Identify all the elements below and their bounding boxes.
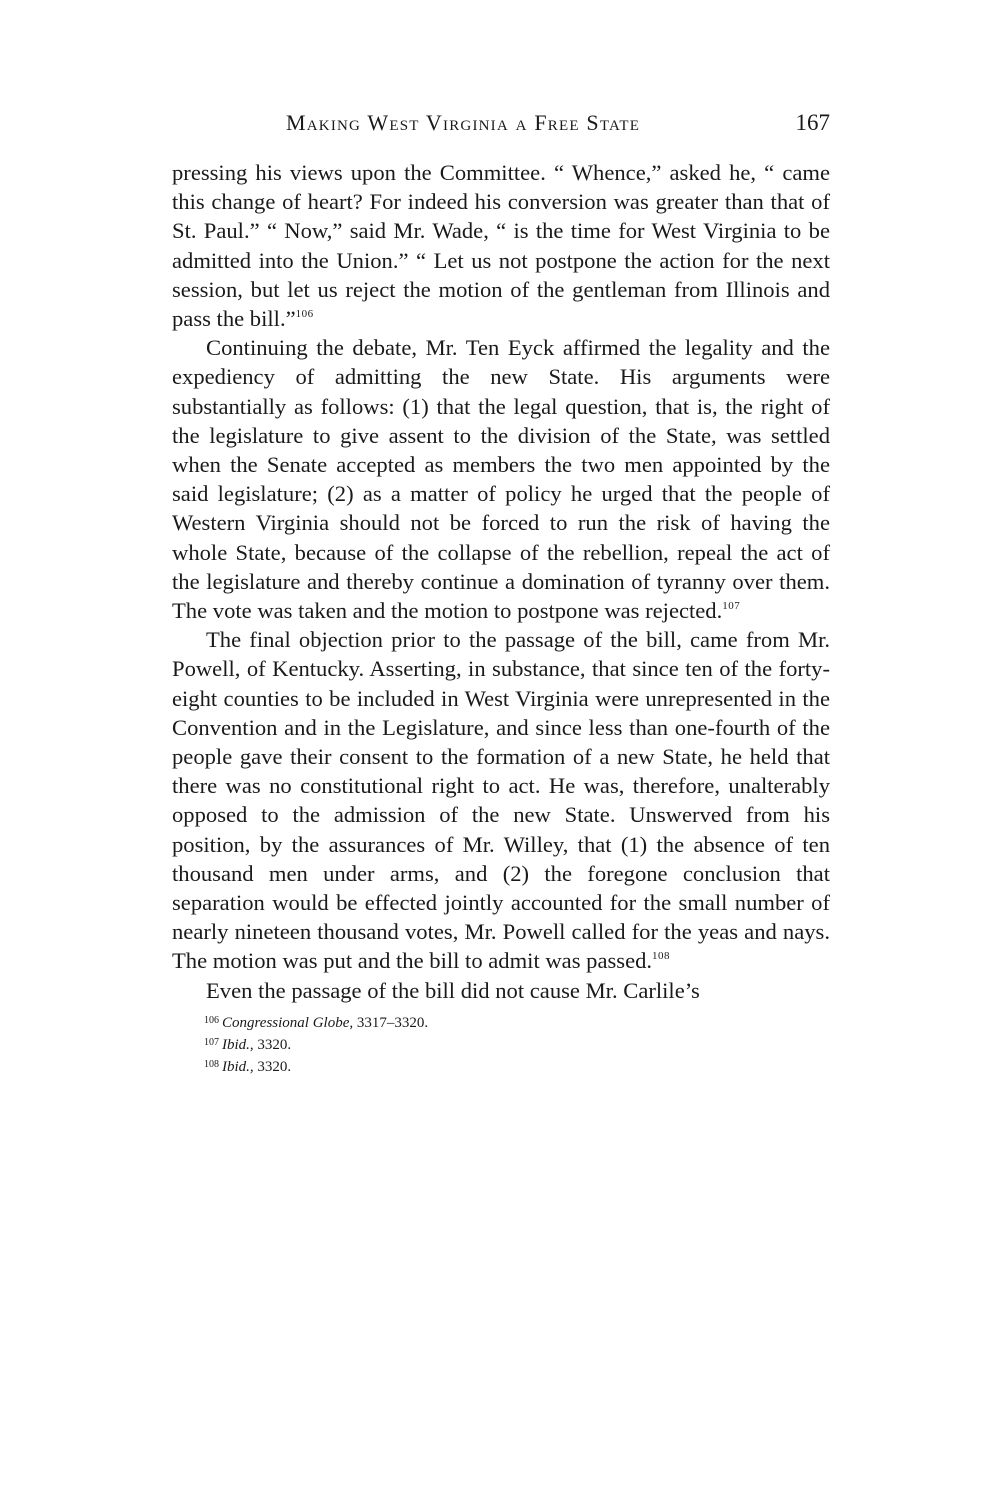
body-text — [172, 158, 830, 1005]
paragraph-4 — [172, 976, 830, 1005]
footnote-ref-107: 107 — [722, 600, 741, 613]
footnote-108 — [204, 1055, 830, 1077]
footnote-source: Ibid., — [222, 1058, 254, 1075]
footnote-source: Congressional Globe, — [222, 1014, 354, 1031]
paragraph-2-text: Continuing the debate, Mr. Ten Eyck affirmed the legality and the expediency of admitting the new State. His arguments were substantially as follows: (1) that the legal question, that is, the right of the legislature to give assent to the division of the State, was settled when the Senate accepted as members the two men appointed by the said legislature; (2) as a matter of policy he urged that the people of Western Virginia should not be forced to run the risk of having the whole State, because of the collapse of the rebellion, repeal the act of the legislature and thereby continue a domination of tyranny over them. The vote was taken and the motion to postpone was rejected. — [172, 335, 830, 624]
running-header — [172, 106, 830, 146]
paragraph-1 — [172, 158, 830, 333]
paragraph-4-text: Even the passage of the bill did not cause Mr. Carlile’s — [206, 977, 700, 1003]
footnote-107 — [204, 1033, 830, 1055]
footnote-source: Ibid., — [222, 1036, 254, 1053]
footnote-pages: 3317–3320. — [356, 1014, 429, 1031]
footnote-ref-108: 108 — [652, 950, 671, 963]
paragraph-2 — [172, 333, 830, 625]
page-number: 167 — [795, 110, 830, 135]
footnote-106 — [204, 1011, 830, 1033]
footnote-pages: 3320. — [257, 1036, 292, 1053]
book-page — [172, 106, 830, 1077]
footnote-pages: 3320. — [257, 1058, 292, 1075]
footnote-ref-106: 106 — [295, 308, 314, 321]
paragraph-3 — [172, 625, 830, 975]
footnote-number: 107 — [204, 1036, 219, 1048]
footnote-number: 106 — [204, 1014, 219, 1026]
footnotes — [172, 1011, 830, 1077]
paragraph-3-text: The final objection prior to the passage of the bill, came from Mr. Powell, of Kentucky. Asserting, in substance, that since ten of the forty-eight counties to be included in West Virginia were unrepresented in the Convention and in the Legislature, and since less than one-fourth of the people gave their consent to the formation of a new State, he held that there was no constitutional right to act. He was, therefore, unalterably opposed to the admission of the new State. Unswerved from his position, by the assurances of Mr. Willey, that (1) the absence of ten thousand men under arms, and (2) the foregone conclusion that separation would be effected jointly accounted for the small number of nearly nineteen thousand votes, Mr. Powell called for the yeas and nays. The motion was put and the bill to admit was passed. — [172, 627, 830, 974]
running-title: Making West Virginia a Free State — [286, 110, 641, 135]
paragraph-1-text: pressing his views upon the Committee. “ Whence,” asked he, “ came this change of heart? For indeed his conversion was greater than that of St. Paul.” “ Now,” said Mr. Wade, “ is the time for West Virginia to be admitted into the Union.” “ Let us not postpone the action for the next session, but let us reject the motion of the gentleman from Illinois and pass the bill.” — [172, 160, 830, 332]
footnote-number: 108 — [204, 1058, 219, 1070]
